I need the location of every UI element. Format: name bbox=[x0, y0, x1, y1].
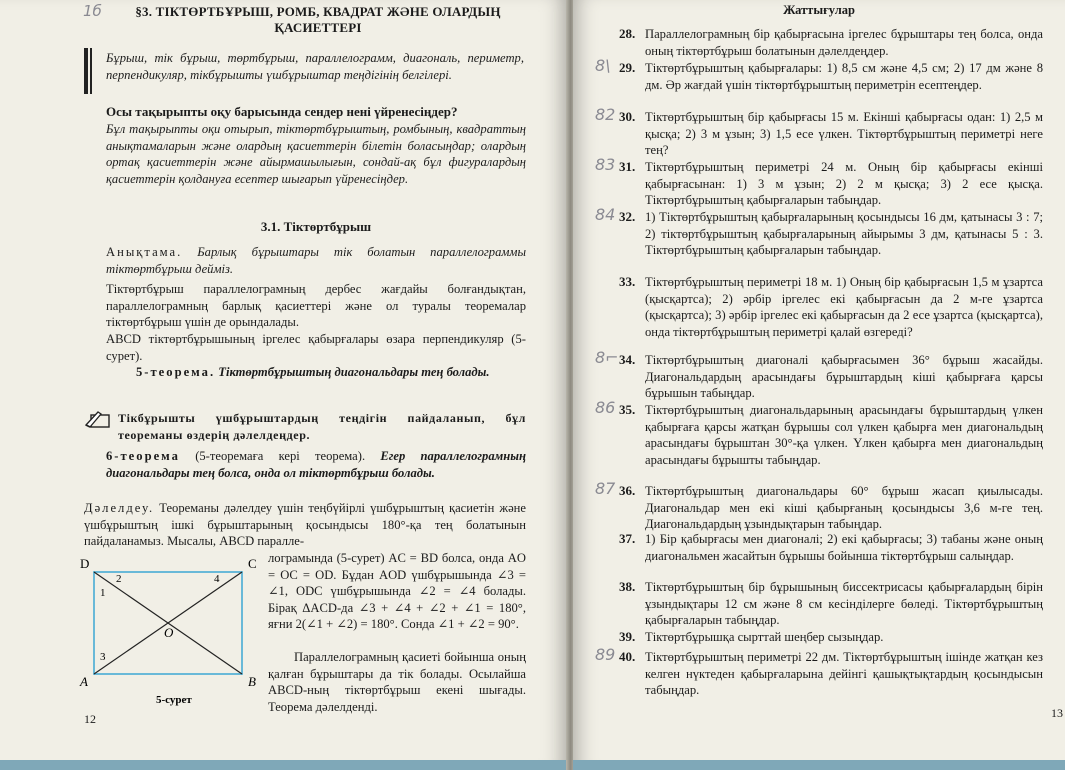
exercise-number: 33. bbox=[619, 274, 636, 289]
exercise-text: Тіктөртбұрышқа сырттай шеңбер сызыңдар. bbox=[645, 630, 884, 644]
right-page bbox=[573, 0, 1065, 770]
question-heading: Осы тақырыпты оқу барысында сендер нені үйренесіңдер? bbox=[106, 104, 458, 119]
theorem-5-label: 5-теорема. bbox=[136, 365, 216, 379]
exercise-number: 31. bbox=[619, 159, 636, 174]
vertex-c-label: C bbox=[248, 556, 257, 571]
paragraph-2: ABCD тіктөртбұрышының іргелес қабырғалары өзара перпендикуляр (5-сурет). bbox=[106, 332, 526, 363]
pencil-mark: 1б bbox=[83, 2, 102, 20]
pencil-annotation: 8⌐ bbox=[595, 348, 619, 367]
exercise-text: Тіктөртбұрыштың диагональдарының арасындағы бұрыштардың үлкен қабырғаға қарсы жатқан бұрышы сол үлкен қабырға мен диагональдың арасындағы бұрыштан 30°-қа үлкен. Үлкен қабырға мен диагональдың арасындағы бұрышты табыңдар. bbox=[645, 403, 1043, 467]
figure-5 bbox=[76, 550, 266, 710]
task-note: Тікбұрышты үшбұрыштардың теңдігін пайдаланып, бұл теореманы өздерің дәлелдеңдер. bbox=[118, 411, 526, 442]
angle-1-label: 1 bbox=[100, 587, 106, 599]
right-page-number: 13 bbox=[1051, 706, 1063, 720]
center-o-label: O bbox=[164, 625, 174, 640]
proof-text-1: Теореманы дәлелдеу үшін теңбүйірлі үшбұрыштың қасиетін және үшбұрыштың ішкі бұрыштарының қосындысы 180°-қа тең болатынын пайдаланамыз. Мысалы, ABCD паралле- bbox=[84, 501, 526, 548]
section-title: §3. ТІКТӨРТБҰРЫШ, РОМБ, КВАДРАТ ЖӘНЕ ОЛАРДЫҢ ҚАСИЕТТЕРІ bbox=[135, 4, 501, 35]
pencil-annotation: 82 bbox=[595, 105, 616, 124]
theorem-6-text: Егер параллелограмның диагональдары тең болса, онда ол тіктөртбұрыш болады. bbox=[106, 449, 526, 480]
theorem-5 bbox=[136, 364, 526, 381]
exercise-number: 30. bbox=[619, 109, 636, 124]
exercise-text: Параллелограмның бір қабырғасына іргелес бұрыштары тең болса, онда оның тіктөртбұрыш болатынын дәлелдеңдер. bbox=[645, 27, 1043, 58]
keywords-bar bbox=[84, 48, 88, 94]
exercise-text: Тіктөртбұрыштың диагоналі қабырғасымен 36° бұрыш жасайды. Диагональдардың арасындағы бұрыштардың кіші қабырғаға қарсы бұрышын табыңдар. bbox=[645, 353, 1043, 400]
pencil-annotation: 87 bbox=[595, 479, 616, 498]
pencil-annotation: 8\ bbox=[595, 56, 611, 75]
vertex-b-label: B bbox=[248, 674, 256, 689]
left-page-number: 12 bbox=[84, 712, 96, 726]
exercise-text: Тіктөртбұрыштың периметрі 22 дм. Тіктөртбұрыштың ішінде жатқан кез келген нүктеден қабырғаларына дейінгі қашықтықтардың қосындысын табыңдар. bbox=[645, 650, 1043, 697]
pencil-annotation: 86 bbox=[595, 398, 616, 417]
proof-label: Дәлелдеу. bbox=[84, 501, 155, 515]
exercises-header: Жаттығулар bbox=[783, 3, 855, 17]
exercise-number: 36. bbox=[619, 483, 636, 498]
exercise-number: 29. bbox=[619, 60, 636, 75]
definition-text: Барлық бұрыштары тік болатын параллелограммы тіктөртбұрыш дейміз. bbox=[106, 245, 526, 276]
exercise-text: Тіктөртбұрыштың периметрі 24 м. Оның бір қабырғасы екінші қабырғасынан: 1) 3 м ұзын; 2) 2 м қысқа; 3) 2 есе қысқа. Тіктөртбұрыштың қабырғаларын табыңдар. bbox=[645, 160, 1043, 207]
proof-intro bbox=[84, 500, 526, 550]
exercise-number: 37. bbox=[619, 531, 636, 546]
theorem-5-text: Тіктөртбұрыштың диагональдары тең болады. bbox=[218, 365, 490, 379]
exercise-text: Тіктөртбұрыштың бір бұрышының биссектрисасы қабырғалардың бірін ұзындықтары 12 см және 8 см кесінділерге бөледі. Тіктөртбұрыштың қабырғаларын табыңдар. bbox=[645, 580, 1043, 627]
exercise-number: 40. bbox=[619, 649, 636, 664]
subsection-title: 3.1. Тіктөртбұрыш bbox=[260, 219, 372, 234]
vertex-a-label: A bbox=[80, 674, 88, 689]
pencil-annotation: 89 bbox=[595, 645, 616, 664]
exercise-text: Тіктөртбұрыштың қабырғалары: 1) 8,5 см және 4,5 см; 2) 17 дм және 8 дм. Әр жағдай үшін тіктөртбұрыштың периметрін есептеңдер. bbox=[645, 61, 1043, 92]
exercise-number: 34. bbox=[619, 352, 636, 367]
pencil-annotation: 84 bbox=[595, 205, 616, 224]
vertex-d-label: D bbox=[80, 556, 90, 571]
paragraph-1: Тіктөртбұрыш параллелограмның дербес жағдайы болғандықтан, параллелограмның барлық қасиеттері және ол туралы теоремалар тіктөртбұрыш үшін де орындалады. bbox=[106, 282, 526, 329]
theorem-6-label: 6-теорема bbox=[106, 449, 180, 463]
angle-3-label: 3 bbox=[100, 651, 106, 663]
exercise-number: 35. bbox=[619, 402, 636, 417]
definition-label: Анықтама. bbox=[106, 245, 183, 259]
exercise-text: 1) Тіктөртбұрыштың қабырғаларының қосындысы 16 дм, қатынасы 3 : 7; 2) тіктөртбұрыштың қабырғаларының айырымы 3 дм, қатынасы 5 : 3. Тіктөртбұрыштың қабырғаларын табыңдар. bbox=[645, 210, 1043, 257]
pencil-annotation: 83 bbox=[595, 155, 616, 174]
keywords: Бұрыш, тік бұрыш, төртбұрыш, параллелограмм, диагональ, периметр, перпендикуляр, тікбұрышты үшбұрыштар теңдігінің белгілері. bbox=[106, 51, 524, 82]
figure-caption: 5-сурет bbox=[156, 694, 192, 706]
theorem-6-paren: (5-теоремаға кері теорема). bbox=[195, 449, 366, 463]
exercise-text: Тіктөртбұрыштың диагональдары 60° бұрыш жасап қиылысады. Диагональдар мен екі кіші қабырғаның қосындысы 3,6 м-ге тең. Диагональдардың ұзындықтарын табыңдар. bbox=[645, 484, 1043, 531]
theorem-6 bbox=[106, 448, 526, 481]
proof-text-3: Параллелограмның қасиеті бойынша оның қалған бұрыштары да тік болады. Осылайша ABCD-ның тіктөртбұрыш екені шығады. Теорема дәлелденді. bbox=[268, 650, 526, 714]
exercise-number: 38. bbox=[619, 579, 636, 594]
exercise-number: 28. bbox=[619, 26, 636, 41]
angle-2-label: 2 bbox=[116, 573, 122, 585]
angle-4-label: 4 bbox=[214, 573, 220, 585]
exercise-number: 32. bbox=[619, 209, 636, 224]
exercise-text: Тіктөртбұрыштың бір қабырғасы 15 м. Екінші қабырғасы одан: 1) 2,5 м қысқа; 2) 3 м ұзын; 3) 1,5 есе үлкен. Тіктөртбұрыштың периметрі неге тең? bbox=[645, 110, 1043, 157]
question-text: Бұл тақырыпты оқи отырып, тіктөртбұрыштың, ромбының, квадраттың анықтамаларын және олардың қасиеттерін білетін боласыңдар; олардың ортақ қасиеттерін және айырмашылығын, сондай-ақ бұл фигуралардың қасиеттерін қолдануға есептер шығарып үйренесіңдер. bbox=[106, 122, 526, 186]
right-bottom-band bbox=[573, 760, 1065, 770]
exercise-text: 1) Бір қабырғасы мен диагоналі; 2) екі қабырғасы; 3) табаны және оның диагональмен жасайтын бұрышы бойынша тіктөртбұрыш салыңдар. bbox=[645, 532, 1043, 563]
proof-text-2: лограмында (5-сурет) AC = BD болса, онда AO = OC = OD. Бұдан AOD үшбұрышында ∠3 = ∠1, ODC үшбұрышында ∠2 = ∠4 болады. Бірақ ΔACD-да ∠3 + ∠4 + ∠2 + ∠1 = 180°, яғни 2(∠1 + ∠2) = 180°. Сонда ∠1 + ∠2 = 90°. bbox=[268, 551, 526, 631]
keywords-bar-thin bbox=[90, 48, 92, 94]
exercise-number: 39. bbox=[619, 629, 636, 644]
exercise-text: Тіктөртбұрыштың периметрі 18 м. 1) Оның бір қабырғасын 1,5 м ұзартса (қысқартса); 2) әрбір іргелес екі қабырғасын да 2 м-ге ұзартса (қысқартса); 3) әрбір іргелес екі қабырғасын да 2 есе ұзартса (қысқартса), онда тіктөртбұрыштың периметрі қалай өзгереді? bbox=[645, 275, 1043, 339]
pencil-note-icon bbox=[84, 409, 112, 429]
definition bbox=[106, 244, 526, 277]
left-bottom-band bbox=[0, 760, 568, 770]
